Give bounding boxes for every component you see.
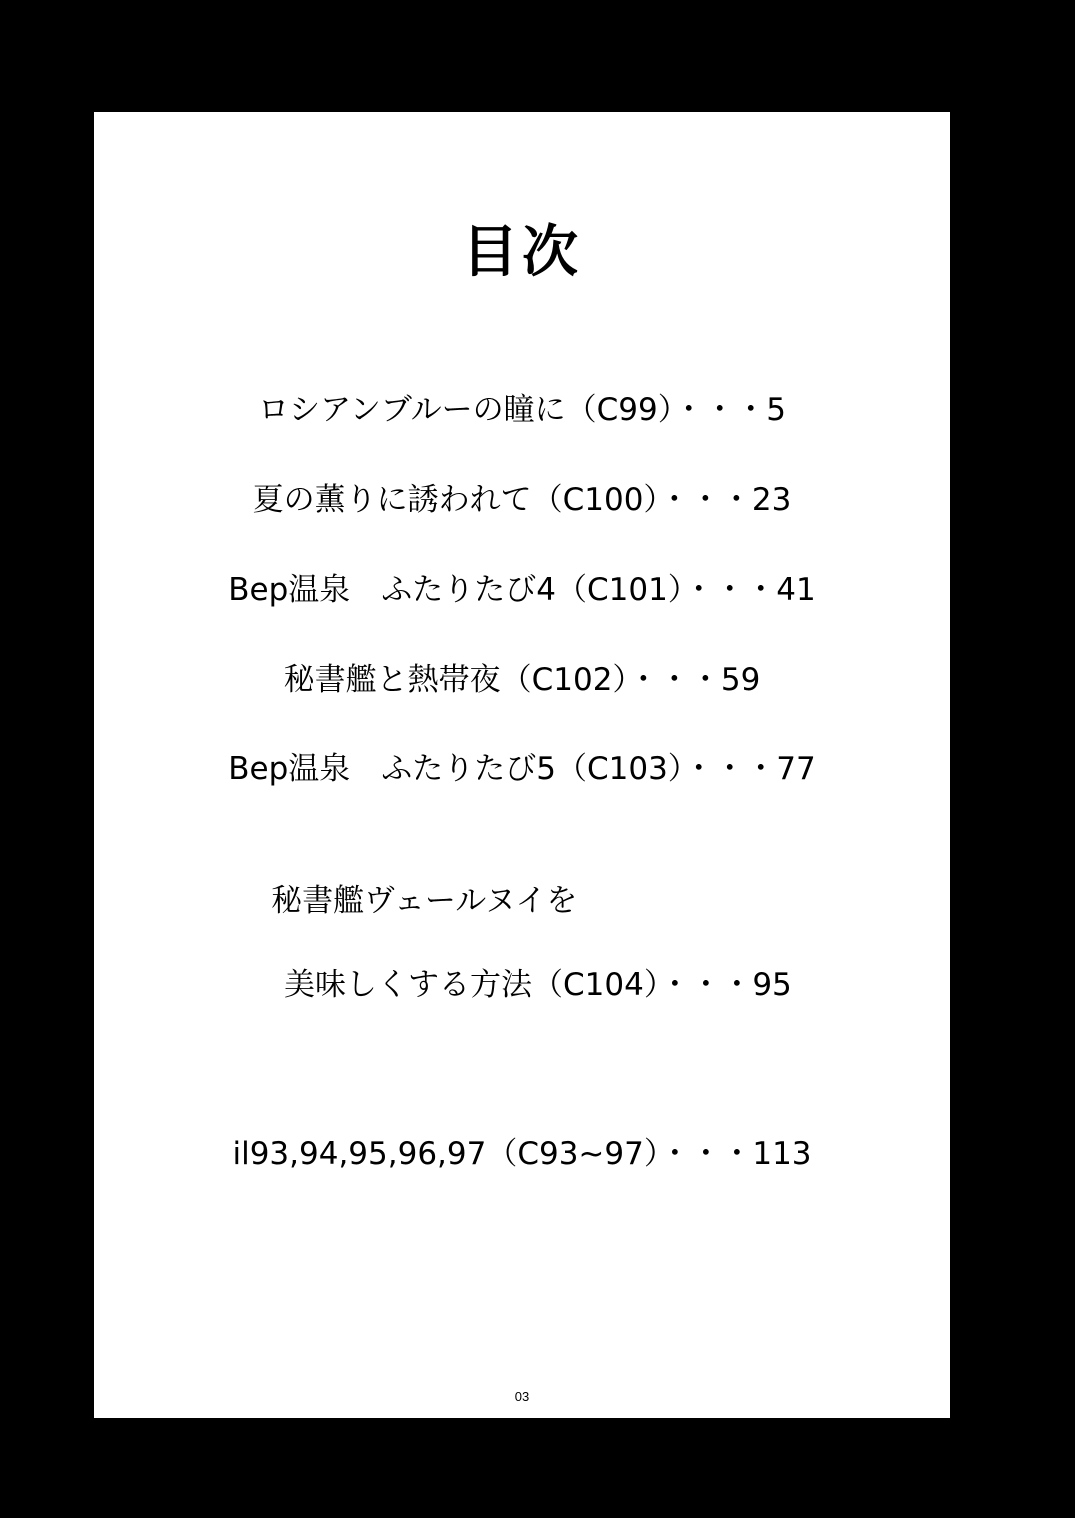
toc-entry: 夏の薫りに誘われて（C100）・・・23 (252, 481, 792, 518)
page-number: 03 (514, 1389, 530, 1404)
toc-entry: Bep温泉 ふたりたび4（C101）・・・41 (228, 571, 816, 608)
document-page (94, 112, 950, 1418)
toc-entry-list (94, 390, 950, 1224)
toc-entry: 秘書艦と熱帯夜（C102）・・・59 (283, 661, 761, 698)
toc-entry (94, 839, 950, 1090)
toc-entry-line2: 美味しくする方法（C104）・・・95 (284, 966, 792, 1003)
toc-entry-line1: 秘書艦ヴェールヌイを (271, 883, 578, 920)
toc-entry: ロシアンブルーの瞳に（C99）・・・5 (258, 392, 786, 428)
page-title: 目次 (462, 220, 582, 285)
toc-entry: Bep温泉 ふたりたび5（C103）・・・77 (228, 751, 816, 788)
toc-entry: il93,94,95,96,97（C93~97）・・・113 (232, 1136, 812, 1173)
